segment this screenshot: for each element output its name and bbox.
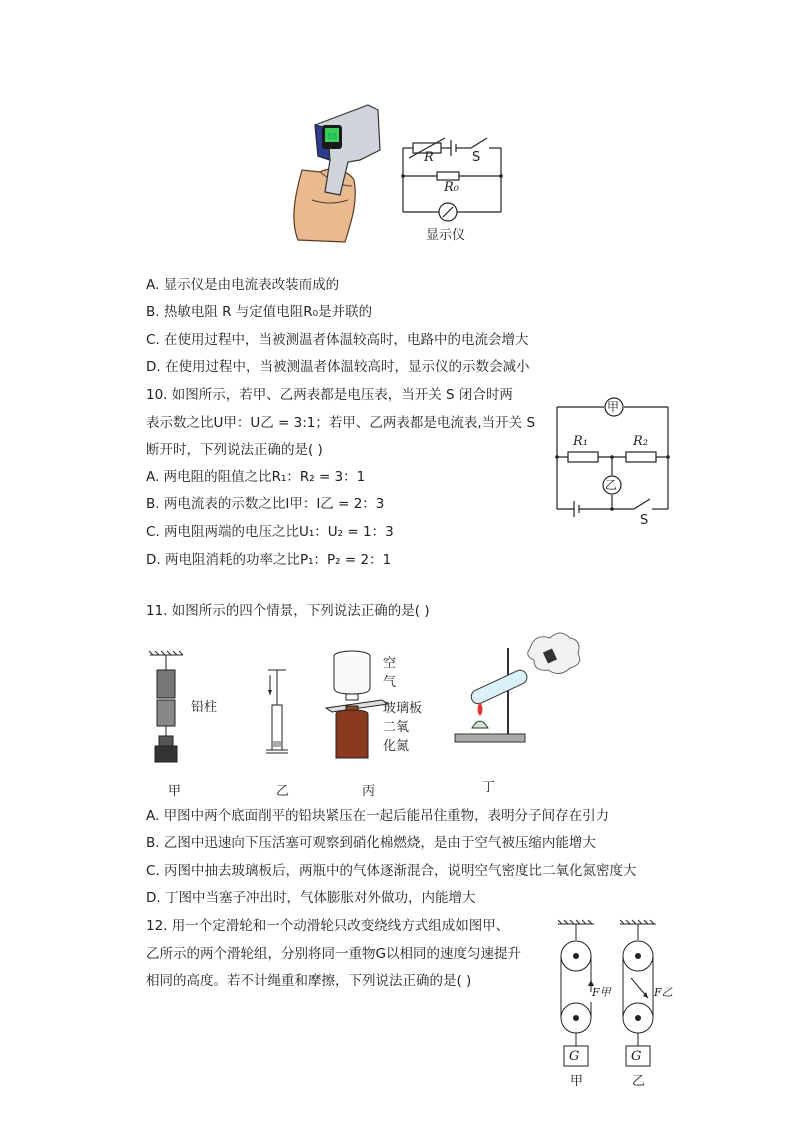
q10-option-d: D. 两电阻消耗的功率之比P₁：P₂ = 2：1: [146, 552, 392, 568]
q11-stem: 11. 如图所示的四个情景，下列说法正确的是( ): [146, 603, 430, 619]
q10-r1-label: R₁: [573, 434, 588, 449]
q11-piston-tube-figure: [258, 665, 298, 765]
q12-stem-line-2: 乙所示的两个滑轮组，分别将同一重物G以相同的速度匀速提升: [146, 946, 521, 962]
q10-r2-label: R₂: [633, 434, 648, 449]
q10-option-b: B. 两电流表的示数之比I甲：I乙 = 2：3: [146, 496, 385, 512]
circuit-s-label: S: [472, 150, 481, 165]
q9-option-c: C. 在使用过程中，当被测温者体温较高时，电路中的电流会增大: [146, 332, 529, 348]
q10-meter-jia: 甲: [607, 400, 620, 414]
circuit-r-label: R: [424, 150, 434, 165]
circuit-r0-label: R₀: [444, 180, 459, 195]
q11-no2-label-2: 化氮: [383, 739, 410, 754]
q10-stem-line-2: 表示数之比U甲：U乙 = 3:1；若甲、乙两表都是电流表,当开关 S: [146, 415, 536, 431]
q11-option-c: C. 丙图中抽去玻璃板后，两瓶中的气体逐渐混合，说明空气密度比二氧化氮密度大: [146, 863, 637, 879]
q12-f-left: F甲: [592, 986, 611, 999]
q12-stem-line-3: 相同的高度。若不计绳重和摩擦，下列说法正确的是( ): [146, 973, 472, 989]
svg-text:88: 88: [327, 132, 338, 141]
q10-switch-label: S: [640, 513, 649, 528]
circuit-display-label: 显示仪: [426, 228, 466, 243]
q12-f-right: F乙: [654, 986, 673, 999]
q12-g-right: G: [631, 1049, 642, 1064]
q11-caption-ding: 丁: [482, 780, 496, 795]
q11-option-d: D. 丁图中当塞子冲出时，气体膨胀对外做功，内能增大: [146, 890, 476, 906]
q12-caption-left: 甲: [570, 1074, 584, 1089]
q10-circuit-diagram: [550, 395, 675, 530]
q10-meter-yi: 乙: [605, 478, 618, 492]
q11-no2-label-1: 二氧: [383, 720, 410, 735]
q10-option-a: A. 两电阻的阻值之比R₁：R₂ = 3：1: [146, 469, 366, 485]
q11-option-b: B. 乙图中迅速向下压活塞可观察到硝化棉燃烧，是由于空气被压缩内能增大: [146, 835, 596, 851]
q9-option-b: B. 热敏电阻 R 与定值电阻R₀是并联的: [146, 304, 373, 320]
thermometer-figure: [290, 100, 390, 250]
q10-stem-line-1: 10. 如图所示，若甲、乙两表都是电压表，当开关 S 闭合时两: [146, 387, 513, 403]
q9-option-d: D. 在使用过程中，当被测温者体温较高时，显示仪的示数会减小: [146, 359, 530, 375]
q11-caption-jia: 甲: [168, 784, 182, 799]
q12-g-left: G: [569, 1049, 580, 1064]
q9-option-a: A. 显示仪是由电流表改装而成的: [146, 277, 340, 293]
q11-glass-label: 玻璃板: [383, 701, 423, 716]
q12-caption-right: 乙: [632, 1074, 646, 1089]
q11-air-label-2: 气: [383, 675, 397, 690]
q10-option-c: C. 两电阻两端的电压之比U₁：U₂ = 1：3: [146, 524, 394, 540]
q11-air-label-1: 空: [383, 656, 397, 671]
q11-caption-bing: 丙: [362, 784, 376, 799]
q12-stem-line-1: 12. 用一个定滑轮和一个动滑轮只改变绕线方式组成如图甲、: [146, 918, 510, 934]
q11-caption-yi: 乙: [276, 784, 290, 799]
q11-test-tube-figure: [450, 628, 585, 753]
q11-option-a: A. 甲图中两个底面削平的铅块紧压在一起后能吊住重物，表明分子间存在引力: [146, 808, 610, 824]
q11-lead-label: 铅柱: [191, 700, 218, 715]
q11-lead-cylinders-figure: [145, 650, 195, 765]
q10-stem-line-3: 断开时，下列说法正确的是( ): [146, 442, 323, 458]
q11-gas-bottles-figure: [322, 648, 392, 763]
